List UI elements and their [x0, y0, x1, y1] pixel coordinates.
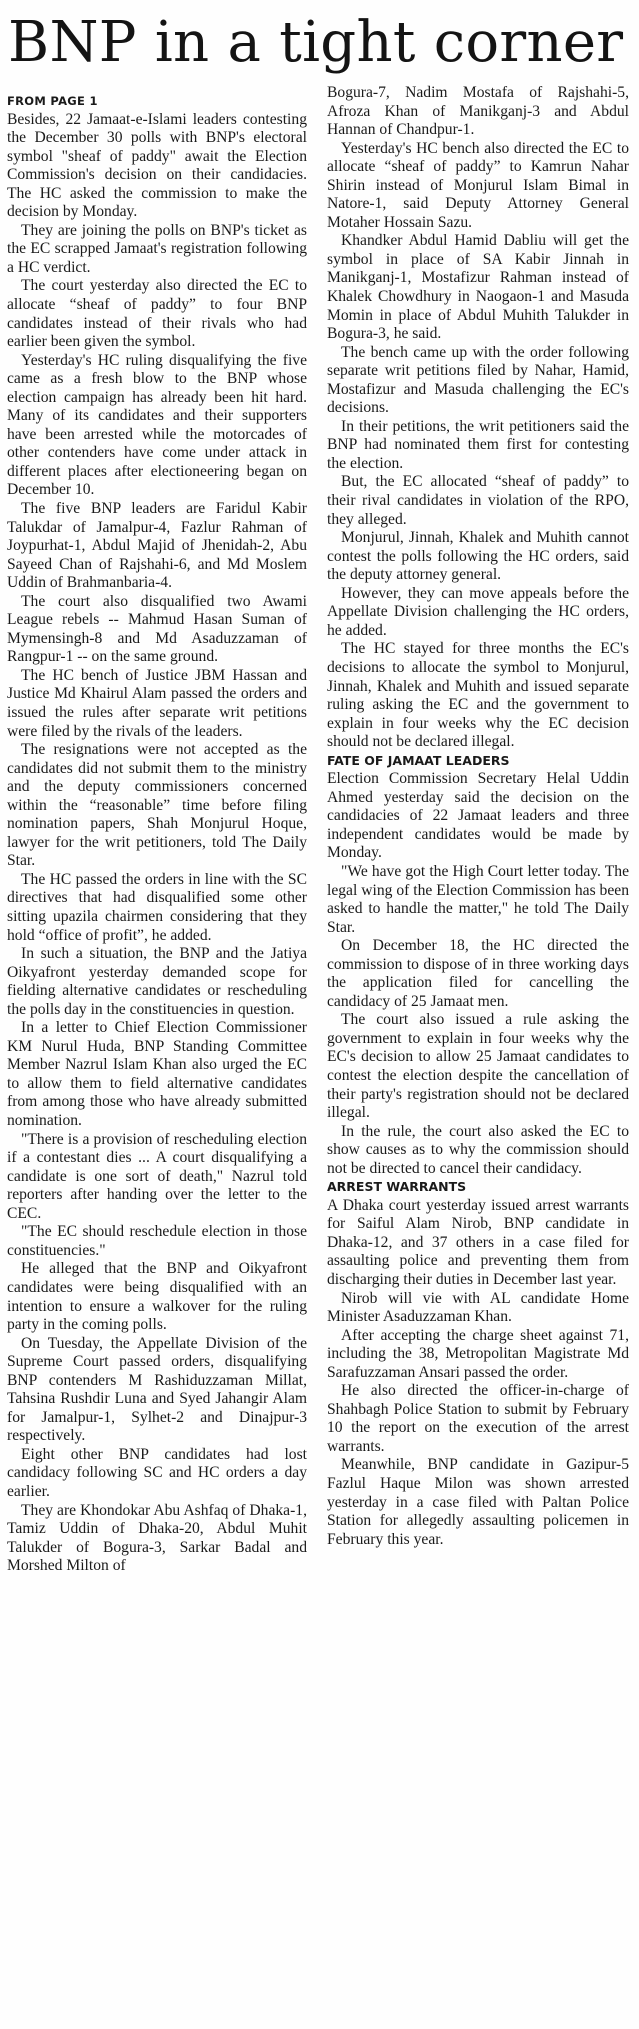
- paragraph: On December 18, the HC directed the commission to dispose of in three working days the application filed for cancelling the candidacy of 25 Jamaat men.: [327, 937, 629, 1010]
- paragraph: Monjurul, Jinnah, Khalek and Muhith cannot contest the polls following the HC orders, said the deputy attorney general.: [327, 529, 629, 584]
- subhead-jamaat-leaders: FATE OF JAMAAT LEADERS: [327, 752, 510, 768]
- article-column-right: [327, 84, 629, 2016]
- paragraph: Yesterday's HC ruling disqualifying the five came as a fresh blow to the BNP whose election campaign has already been hit hard. Many of its candidates and their supporters have been arrested while the motorcades of other contenders have come under attack in different places after electioneering began on December 10.: [7, 351, 307, 499]
- paragraph: The resignations were not accepted as the candidates did not submit them to the ministry and the deputy commissioners concerned within the “reasonable” time before filing nomination papers, Shah Monjurul Hoque, lawyer for the writ petitioners, told The Daily Star.: [7, 741, 307, 870]
- paragraph: The HC stayed for three months the EC's decisions to allocate the symbol to Monjurul, Jinnah, Khalek and Muhith and issued separate ruling asking the EC and the government to explain in four weeks why the EC decision should not be declared illegal.: [327, 640, 629, 751]
- paragraph: In the rule, the court also asked the EC to show causes as to why the commission should not be directed to cancel their candidacy.: [327, 1122, 629, 1177]
- paragraph: Nirob will vie with AL candidate Home Minister Asaduzzaman Khan.: [327, 1289, 629, 1326]
- paragraph: Election Commission Secretary Helal Uddin Ahmed yesterday said the decision on the candidacies of 22 Jamaat leaders and three independent candidates would be made by Monday.: [327, 770, 629, 862]
- paragraph: "There is a provision of rescheduling election if a contestant dies ... A court disqualifying a candidate is one sort of death," Nazrul told reporters after handing over the letter to the CEC.: [7, 1130, 307, 1222]
- paragraph: "The EC should reschedule election in those constituencies.": [7, 1223, 307, 1259]
- paragraph: In their petitions, the writ petitioners said the BNP had nominated them first for contesting the election.: [327, 417, 629, 472]
- paragraph: A Dhaka court yesterday issued arrest warrants for Saiful Alam Nirob, BNP candidate in Dhaka-12, and 37 others in a case filed for assaulting police and preventing them from discharging their duties in December last year.: [327, 1196, 629, 1288]
- paragraph: The court yesterday also directed the EC to allocate “sheaf of paddy” to four BNP candidates instead of their rivals who had earlier been given the symbol.: [7, 277, 307, 351]
- paragraph: After accepting the charge sheet against 71, including the 38, Metropolitan Magistrate Md Sarafuzzaman Ansari passed the order.: [327, 1326, 629, 1381]
- article-column-left: [7, 92, 307, 2024]
- subhead-arrest-warrants: ARREST WARRANTS: [327, 1179, 467, 1195]
- paragraph: But, the EC allocated “sheaf of paddy” to their rival candidates in violation of the RPO, they alleged.: [327, 473, 629, 528]
- paragraph: The five BNP leaders are Faridul Kabir Talukdar of Jamalpur-4, Fazlur Rahman of Joypurhat-1, Abdul Majid of Jhenidah-2, Abu Sayeed Chan of Rajshahi-6, and Md Moslem Uddin of Brahmanbaria-4.: [7, 499, 307, 592]
- paragraph: In a letter to Chief Election Commissioner KM Nurul Huda, BNP Standing Committee Member Nazrul Islam Khan also urged the EC to allow them to field alternative candidates from among those who have already submitted nomination.: [7, 1019, 307, 1130]
- paragraph: The HC bench of Justice JBM Hassan and Justice Md Khairul Alam passed the orders and issued the rules after separate writ petitions were filed by the rivals of the leaders.: [7, 666, 307, 740]
- paragraph: The court also disqualified two Awami League rebels -- Mahmud Hasan Suman of Mymensingh-8 and Md Asaduzzaman of Rangpur-1 -- on the same ground.: [7, 592, 307, 666]
- paragraph: Eight other BNP candidates had lost candidacy following SC and HC orders a day earlier.: [7, 1445, 307, 1500]
- paragraph: Meanwhile, BNP candidate in Gazipur-5 Fazlul Haque Milon was shown arrested yesterday in a case filed with Paltan Police Station for allegedly assaulting policemen in February this year.: [327, 1456, 629, 1548]
- paragraph: On Tuesday, the Appellate Division of the Supreme Court passed orders, disqualifying BNP contenders M Rashiduzzaman Millat, Tahsina Rushdir Luna and Syed Jahangir Alam for Jamalpur-1, Sylhet-2 and Dinajpur-3 respectively.: [7, 1334, 307, 1445]
- paragraph: He also directed the officer-in-charge of Shahbagh Police Station to submit by February 10 the report on the execution of the arrest warrants.: [327, 1382, 629, 1455]
- paragraph: "We have got the High Court letter today. The legal wing of the Election Commission has been asked to handle the matter," he told The Daily Star.: [327, 862, 629, 936]
- paragraph: Khandker Abdul Hamid Dabliu will get the symbol in place of SA Kabir Jinnah in Manikganj-1, Mostafizur Rahman instead of Khalek Chowdhury in Naogaon-1 and Masuda Momin in place of Abdul Muhith Talukder in Bogura-3, he said.: [327, 232, 629, 343]
- headline: BNP in a tight corner: [8, 10, 624, 75]
- paragraph: In such a situation, the BNP and the Jatiya Oikyafront yesterday demanded scope for fielding alternative candidates or rescheduling the polls day in the constituencies in question.: [7, 945, 307, 1018]
- paragraph: He alleged that the BNP and Oikyafront candidates were being disqualified with an intention to ensure a walkover for the ruling party in the coming polls.: [7, 1260, 307, 1334]
- paragraph: Yesterday's HC bench also directed the EC to allocate “sheaf of paddy” to Kamrun Nahar Shirin instead of Monjurul Islam Bimal in Natore-1, said Deputy Attorney General Motaher Hossain Sazu.: [327, 139, 629, 231]
- paragraph: Bogura-7, Nadim Mostafa of Rajshahi-5, Afroza Khan of Manikganj-3 and Abdul Hannan of Chandpur-1.: [327, 84, 629, 139]
- paragraph: Besides, 22 Jamaat-e-Islami leaders contesting the December 30 polls with BNP's electoral symbol "sheaf of paddy" await the Election Commission's decision on their candidacies. The HC asked the commission to make the decision by Monday.: [7, 110, 307, 221]
- paragraph: The HC passed the orders in line with the SC directives that had disqualified some other sitting upazila chairmen considering that they hold “office of profit”, he added.: [7, 870, 307, 944]
- paragraph: However, they can move appeals before the Appellate Division challenging the HC orders, he added.: [327, 584, 629, 639]
- paragraph: They are joining the polls on BNP's ticket as the EC scrapped Jamaat's registration following a HC verdict.: [7, 221, 307, 276]
- continuation-label: FROM PAGE 1: [7, 94, 98, 108]
- paragraph: They are Khondokar Abu Ashfaq of Dhaka-1, Tamiz Uddin of Dhaka-20, Abdul Muhit Talukder of Bogura-3, Sarkar Badal and Morshed Milton of: [7, 1501, 307, 1575]
- paragraph: The bench came up with the order following separate writ petitions filed by Nahar, Hamid, Mostafizur and Masuda challenging the EC's decisions.: [327, 343, 629, 417]
- paragraph: The court also issued a rule asking the government to explain in four weeks why the EC's decision to allow 25 Jamaat candidates to contest the election despite the cancellation of their party's registration should not be declared illegal.: [327, 1011, 629, 1122]
